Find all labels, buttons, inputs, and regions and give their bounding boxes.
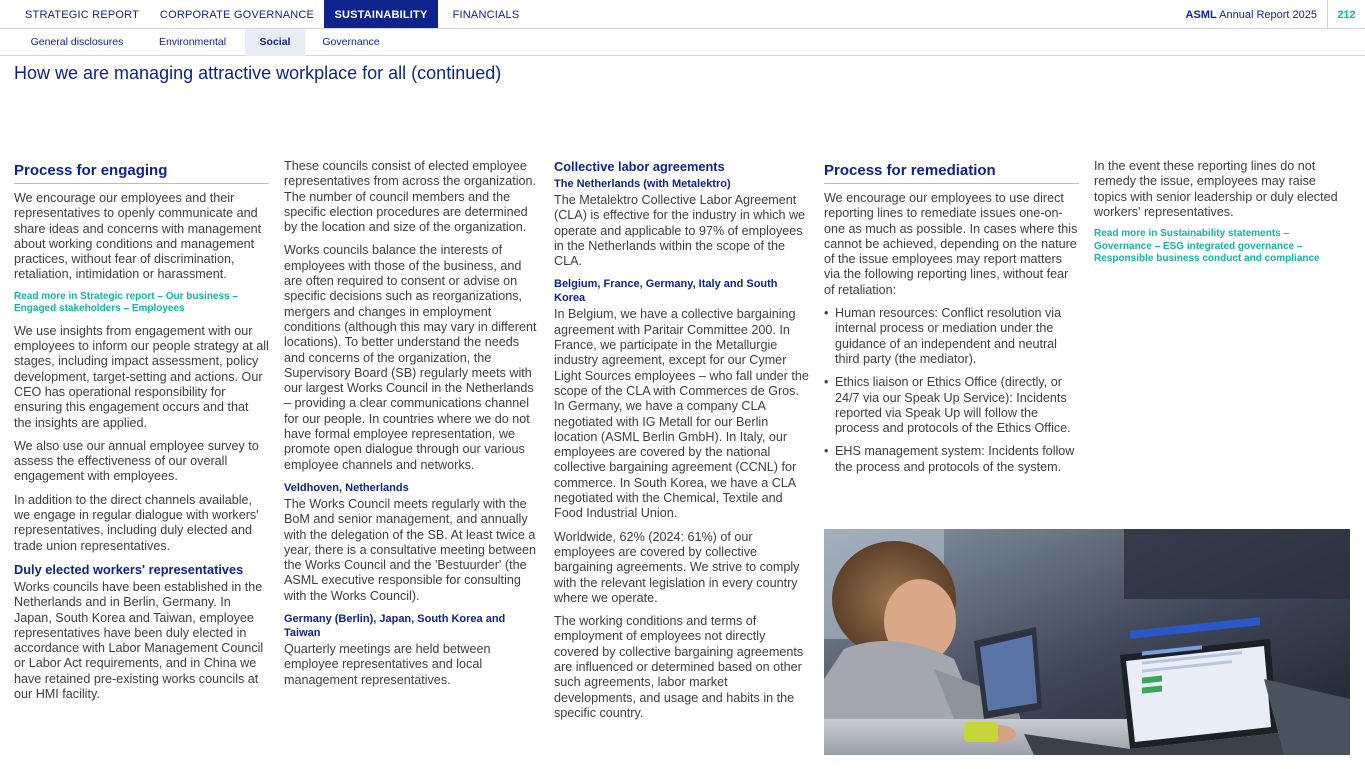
tab-sustainability[interactable]: SUSTAINABILITY bbox=[324, 0, 438, 28]
column-collective-labor bbox=[554, 159, 809, 729]
tab-financials[interactable]: FINANCIALS bbox=[452, 9, 520, 21]
paragraph: Worldwide, 62% (2024: 61%) of our employees are covered by collective bargaining agreements. We strive to comply with the relevant legislation in every country where we operate. bbox=[554, 529, 800, 605]
paragraph: Works councils balance the interests of employees with those of the business, and are often required to consent or advise on specific decisions such as reorganizations, mergers and changes in employment conditions (although this may vary in different locations). To better understand the needs and concerns of the organization, the Supervisory Board (SB) regularly meets with our largest Works Council in the Netherlands – providing a clear communications channel for our people. In countries where we do not have formal employee representation, we promote open dialogue through our various employee channels and networks. bbox=[284, 243, 537, 472]
heading-collective-labor-agreements: Collective labor agreements bbox=[554, 159, 725, 174]
page-title: How we are managing attractive workplace for all (continued) bbox=[14, 63, 502, 83]
photo-illustration bbox=[824, 529, 1350, 755]
paragraph: We encourage our employees to use direct reporting lines to remediate issues one-on-one as much as possible. In cases where this cannot be achieved, depending on the nature of the issue employees may report matters via the following reporting lines, without fear of retaliation: bbox=[824, 191, 1078, 297]
reporting-lines-list bbox=[824, 306, 1079, 475]
report-brand bbox=[1186, 0, 1317, 28]
sub-navigation bbox=[0, 29, 1365, 56]
paragraph: These councils consist of elected employee representatives from across the organization. The number of council members and the specific election procedures are determined by the location and size of the organization. bbox=[284, 159, 536, 235]
list-item: • EHS management system: Incidents follow the process and protocols of the system. bbox=[824, 444, 1079, 475]
paragraph: The Works Council meets regularly with the BoM and senior management, and annually with the delegation of the SB. At least twice a year, there is a consultative meeting between the Works Council and the 'Bestuurder' (the ASML executive responsible for consulting with the Works Council). bbox=[284, 496, 537, 603]
brand-report-title: Annual Report 2025 bbox=[1219, 9, 1317, 21]
subheading-veldhoven: Veldhoven, Netherlands bbox=[284, 481, 409, 494]
page-number: 212 bbox=[1327, 0, 1365, 28]
paragraph: We encourage our employees and their representatives to openly communicate and share ideas and concerns with management about working conditions and management practices, without fear of discrimination, retaliation, intimidation or harassment. bbox=[14, 191, 262, 282]
paragraph: Quarterly meetings are held between employee representatives and local management representatives. bbox=[284, 642, 491, 687]
subtab-governance[interactable]: Governance bbox=[322, 36, 380, 48]
paragraph: We use insights from engagement with our employees to inform our people strategy at all stages, including impact assessment, policy development, target-setting and actions. Our CEO has operational responsibility for ensuring this engagement occurs and that the insights are applied. bbox=[14, 323, 269, 430]
paragraph: In Belgium, we have a collective bargaining agreement with Paritair Committee 200. In France, we participate in the Metallurgie industry agreement, except for our Cymer Light Sources employees – who fall under the scope of the CLA with Commerces de Gros. In Germany, we have a company CLA negotiated with IG Metall for our Berlin location (ASML Berlin GmbH). In Italy, our employees are covered by the national collective bargaining agreement (CCNL) for commerce. In South Korea, we have a CLA negotiated with the Chemical, Textile and Food Industrial Union. bbox=[554, 307, 809, 521]
heading-process-remediation: Process for remediation bbox=[824, 161, 1079, 184]
paragraph: We also use our annual employee survey to assess the effectiveness of our overall engagement with employees. bbox=[14, 438, 259, 484]
paragraph: Works councils have been established in the Netherlands and in Berlin, Germany. In Japan, South Korea and Taiwan, employee representatives have been duly elected in accordance with Labor Management Council or Labor Act requirements, and in China we have retained pre-existing works councils at our HMI facility. bbox=[14, 579, 264, 702]
paragraph: In the event these reporting lines do not remedy the issue, employees may raise topics with senior leadership or duly elected workers' representatives. bbox=[1094, 159, 1338, 219]
heading-process-engaging: Process for engaging bbox=[14, 161, 269, 184]
subheading-workers-representatives: Duly elected workers' representatives bbox=[14, 561, 244, 577]
tab-strategic-report[interactable]: STRATEGIC REPORT bbox=[24, 9, 140, 21]
subheading-germany-japan-korea-taiwan: Germany (Berlin), Japan, South Korea and Taiwan bbox=[284, 613, 506, 640]
subtab-social[interactable]: Social bbox=[245, 29, 305, 56]
column-process-engaging bbox=[14, 158, 269, 710]
read-more-link[interactable]: Read more in Strategic report – Our business – Engaged stakeholders – Employees bbox=[14, 290, 238, 315]
top-navigation bbox=[0, 0, 1365, 29]
paragraph: The Metalektro Collective Labor Agreement (CLA) is effective for the industry in which we operate and applicable to 97% of employees in the Netherlands within the scope of the CLA. bbox=[554, 193, 806, 269]
read-more-link[interactable]: Read more in Sustainability statements – Governance – ESG integrated governance – Responsible business conduct and compliance bbox=[1094, 228, 1320, 265]
employee-at-laptop-photo bbox=[824, 529, 1350, 755]
brand-name: ASML bbox=[1185, 9, 1217, 21]
list-item: • Ethics liaison or Ethics Office (directly, or 24/7 via our Speak Up Service): Incidents reported via Speak Up will follow the process and protocols of the Ethics Office. bbox=[824, 375, 1079, 436]
subtab-environmental[interactable]: Environmental bbox=[158, 36, 227, 48]
list-item: • Human resources: Conflict resolution via internal process or mediation under the guidance of an independent and neutral third party (the mediator). bbox=[824, 306, 1079, 367]
paragraph: In addition to the direct channels available, we engage in regular dialogue with workers' representatives, including duly elected and trade union representatives. bbox=[14, 492, 259, 553]
column-councils bbox=[284, 159, 539, 696]
subtab-general-disclosures[interactable]: General disclosures bbox=[30, 36, 124, 48]
paragraph: The working conditions and terms of employment of employees not directly covered by collective bargaining agreements are influenced or determined based on other such agreements, labor market developments, and usage and habits in the specific country. bbox=[554, 614, 804, 720]
tab-corporate-governance[interactable]: CORPORATE GOVERNANCE bbox=[159, 9, 315, 21]
subheading-belgium-france-germany-italy-korea: Belgium, France, Germany, Italy and South Korea bbox=[554, 278, 778, 305]
column-process-remediation bbox=[824, 158, 1079, 483]
column-escalation bbox=[1094, 159, 1344, 274]
subheading-netherlands: The Netherlands (with Metalektro) bbox=[554, 178, 731, 190]
